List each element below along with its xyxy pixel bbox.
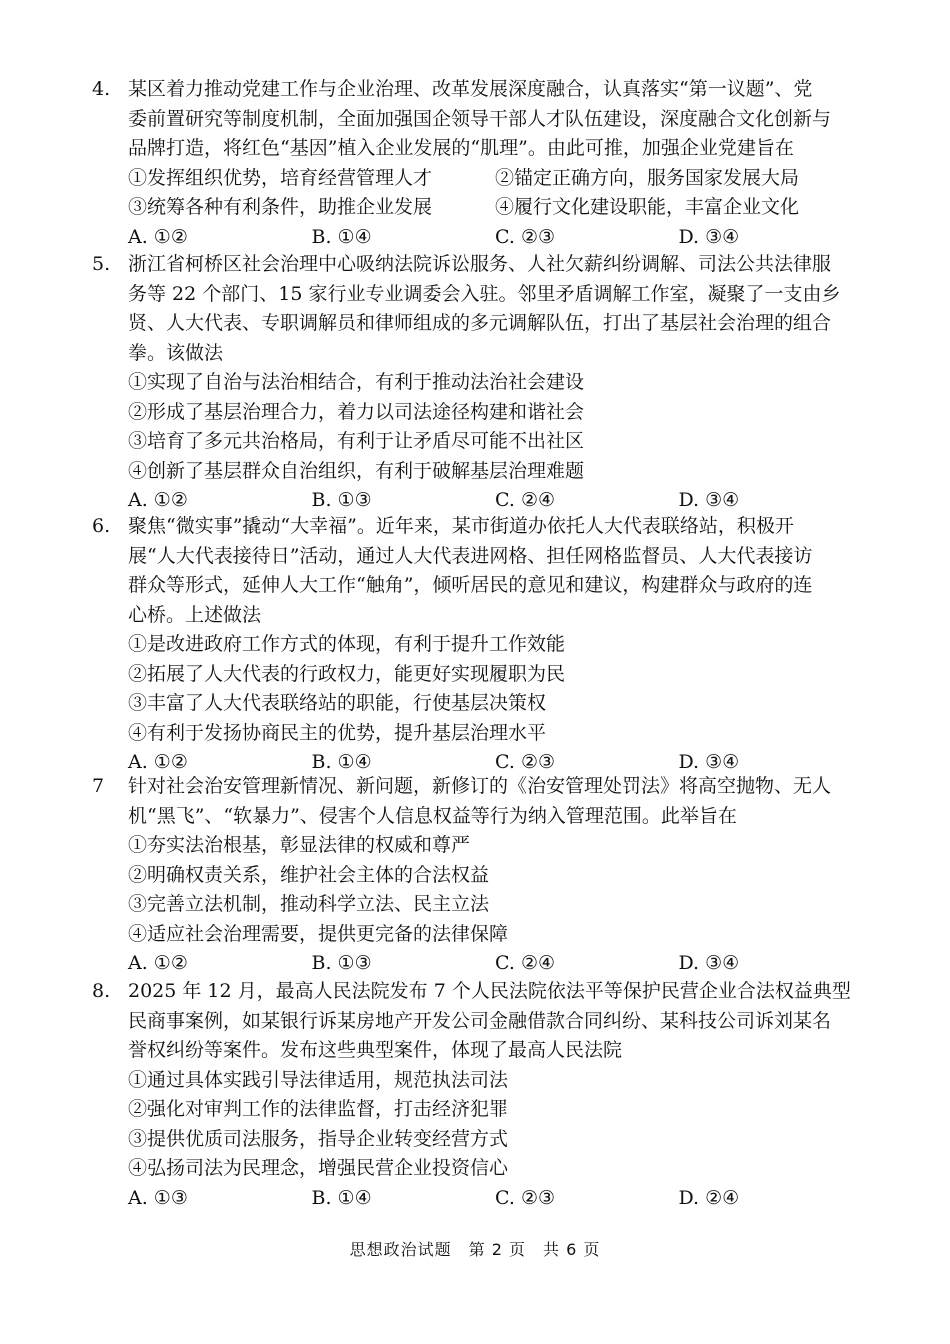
answer-choice-d: D. ③④ xyxy=(678,952,740,974)
option-item: ①是改进政府工作方式的体现，有利于提升工作效能 xyxy=(128,633,566,655)
question-stem-line: 机“黑飞”、“软暴力”、侵害个人信息权益等行为纳入管理范围。此举旨在 xyxy=(128,804,737,827)
question-stem-line: 心桥。上述做法 xyxy=(128,603,262,626)
question-5 xyxy=(92,250,862,516)
answer-choice-d: D. ③④ xyxy=(678,489,740,511)
question-stem-line: 委前置研究等制度机制，全面加强国企领导干部人才队伍建设，深度融合文化创新与 xyxy=(128,107,832,130)
question-stem-line: 群众等形式，延伸人大工作“触角”，倾听居民的意见和建议，构建群众与政府的连 xyxy=(128,574,813,596)
question-stem-line: 誉权纠纷等案件。发布这些典型案件，体现了最高人民法院 xyxy=(128,1039,623,1061)
question-stem-line: 民商事案例，如某银行诉某房地产开发公司金融借款合同纠纷、某科技公司诉刘某名 xyxy=(128,1009,832,1032)
answer-choice-c: C. ②④ xyxy=(495,489,556,511)
option-item: ④弘扬司法为民理念，增强民营企业投资信心 xyxy=(128,1157,509,1179)
answer-choice-b: B. ①④ xyxy=(311,751,372,773)
option-item: ②拓展了人大代表的行政权力，能更好实现履职为民 xyxy=(128,662,566,685)
option-item: ③统筹各种有利条件，助推企业发展 xyxy=(128,196,433,218)
question-number: 7 xyxy=(92,775,105,797)
option-row xyxy=(92,164,862,194)
question-stem-line: 品牌打造，将红色“基因”植入企业发展的“肌理”。由此可推，加强企业党建旨在 xyxy=(128,137,794,159)
question-number: 4. xyxy=(92,78,111,100)
option-item: ①发挥组织优势，培育经营管理人才 xyxy=(128,166,433,189)
question-6 xyxy=(92,512,862,778)
question-stem-line: 5. 浙江省柯桥区社会治理中心吸纳法院诉讼服务、人社欠薪纠纷调解、司法公共法律服 xyxy=(92,250,862,280)
answer-choice-a: A. ①③ xyxy=(128,1186,188,1209)
option-item: ④创新了基层群众自治组织，有利于破解基层治理难题 xyxy=(128,459,585,482)
answer-choice-d: D. ③④ xyxy=(678,225,740,248)
option-item: ①通过具体实践引导法律适用，规范执法司法 xyxy=(128,1068,509,1091)
question-stem-line: 6. 聚焦“微实事”撬动“大幸福”。近年来，某市街道办依托人大代表联络站，积极开 xyxy=(92,512,862,542)
answer-choice-d: D. ③④ xyxy=(678,751,740,773)
answer-choice-c: C. ②③ xyxy=(495,225,556,248)
option-item: ③丰富了人大代表联络站的职能，行使基层决策权 xyxy=(128,692,547,714)
option-item: ②形成了基层治理合力，着力以司法途径构建和谐社会 xyxy=(128,400,585,423)
option-item: ④履行文化建设职能，丰富企业文化 xyxy=(495,196,800,218)
question-8 xyxy=(92,977,862,1213)
question-7 xyxy=(92,772,862,979)
question-4 xyxy=(92,75,862,252)
question-stem-line: 8. 2025 年 12 月，最高人民法院发布 7 个人民法院依法平等保护民营企业合法权益典型 xyxy=(92,977,862,1007)
question-number: 6. xyxy=(92,515,111,537)
answer-choices xyxy=(92,949,862,979)
question-stem-line: 4. 某区着力推动党建工作与企业治理、改革发展深度融合，认真落实“第一议题”、党 xyxy=(92,75,862,105)
question-number: 5. xyxy=(92,253,111,275)
answer-choice-c: C. ②③ xyxy=(495,751,556,773)
answer-choices xyxy=(92,1184,862,1214)
question-number: 8. xyxy=(92,980,111,1002)
option-item: ①夯实法治根基，彰显法律的权威和尊严 xyxy=(128,834,471,856)
answer-choice-b: B. ①③ xyxy=(311,952,372,974)
question-stem-line: 贤、人大代表、专职调解员和律师组成的多元调解队伍，打出了基层社会治理的组合 xyxy=(128,312,832,334)
answer-choice-b: B. ①③ xyxy=(311,489,372,511)
question-stem-line: 7 针对社会治安管理新情况、新问题，新修订的《治安管理处罚法》将高空抛物、无人 xyxy=(92,772,862,802)
option-item: ④有利于发扬协商民主的优势，提升基层治理水平 xyxy=(128,721,547,744)
option-item: ③完善立法机制，推动科学立法、民主立法 xyxy=(128,893,490,915)
option-item: ②锚定正确方向，服务国家发展大局 xyxy=(495,166,800,189)
option-item: ③培育了多元共治格局，有利于让矛盾尽可能不出社区 xyxy=(128,430,585,452)
answer-choice-a: A. ①② xyxy=(128,225,188,248)
answer-choice-c: C. ②④ xyxy=(495,952,556,974)
answer-choice-b: B. ①④ xyxy=(311,1186,372,1209)
option-row xyxy=(92,193,862,223)
answer-choice-a: A. ①② xyxy=(128,952,188,974)
answer-choice-a: A. ①② xyxy=(128,751,188,773)
answer-choices xyxy=(92,223,862,253)
question-stem-line: 务等 22 个部门、15 家行业专业调委会入驻。邻里矛盾调解工作室，凝聚了一支由乡 xyxy=(128,282,841,305)
answer-choice-a: A. ①② xyxy=(128,489,188,511)
answer-choice-b: B. ①④ xyxy=(311,225,372,248)
question-stem-line: 拳。该做法 xyxy=(128,341,224,364)
option-item: ②明确权责关系，维护社会主体的合法权益 xyxy=(128,863,490,886)
question-stem-line: 展“人大代表接待日”活动，通过人大代表进网格、担任网格监督员、人大代表接访 xyxy=(128,544,813,567)
answer-choice-d: D. ②④ xyxy=(678,1186,740,1209)
option-item: ③提供优质司法服务，指导企业转变经营方式 xyxy=(128,1127,509,1150)
option-item: ①实现了自治与法治相结合，有利于推动法治社会建设 xyxy=(128,371,585,393)
option-item: ④适应社会治理需要，提供更完备的法律保障 xyxy=(128,922,509,945)
page-footer: 思想政治试题 第 2 页 共 6 页 xyxy=(349,1240,601,1259)
answer-choice-c: C. ②③ xyxy=(495,1186,556,1209)
option-item: ②强化对审判工作的法律监督，打击经济犯罪 xyxy=(128,1098,509,1120)
